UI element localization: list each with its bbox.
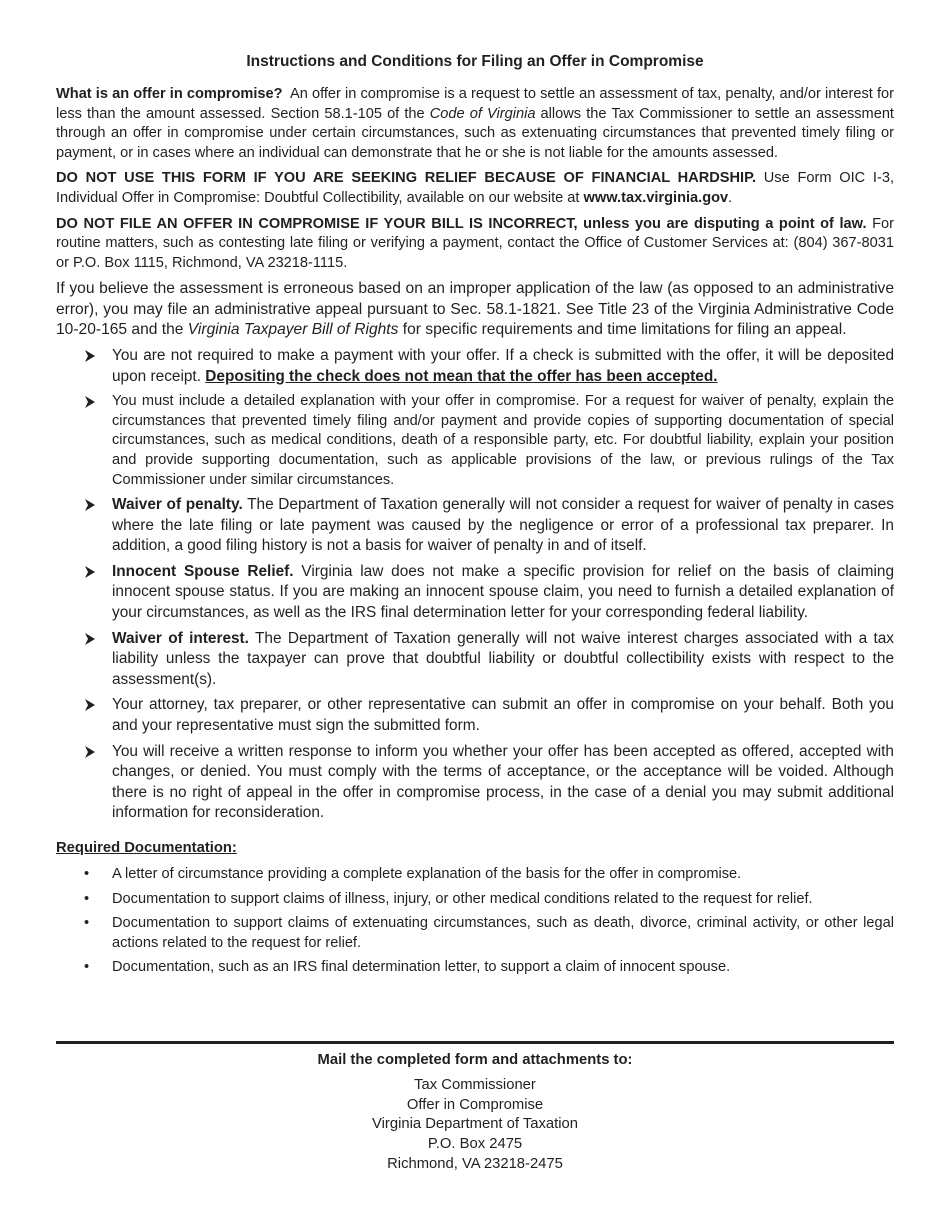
arrow-bullet-icon — [84, 350, 96, 362]
arrow-bullet-icon — [84, 396, 96, 408]
taxpayer-bill-of-rights: Virginia Taxpayer Bill of Rights — [187, 320, 399, 338]
list-item-explanation — [56, 392, 894, 490]
explanation-text: You must include a detailed explanation with your offer in compromise. For a request for waiver of penalty, explain the circumstances that prevented timely filing and/or payment and provide copies of supporting documentation of special circumstances, such as medical conditions, death of a responsible party, etc. For doubtful liability, explain your position and provide supporting documentation, such as applicable provisions of the law, or previous rulings of the Tax Commissioner under similar circumstances. — [112, 393, 894, 488]
hardship-warning: DO NOT USE THIS FORM IF YOU ARE SEEKING RELIEF BECAUSE OF FINANCIAL HARDSHIP. — [56, 170, 757, 187]
list-item — [56, 890, 894, 910]
arrow-bullet-icon — [84, 746, 96, 758]
response-text: You will receive a written response to inform you whether your offer has been accepted as offered, accepted with changes, or denied. You must comply with the terms of acceptance, or the acceptance will be voided. Although there is no right of appeal in the offer in compromise process, in the case of a denial you may submit additional information for reconsideration. — [112, 742, 894, 822]
incorrect-bill-paragraph — [56, 215, 894, 274]
intro-text-1: An offer in compromise is a request to settle an assessment of tax, penalty, and/or interest for less than the amount assessed. Section 58.1-105 of the — [56, 86, 895, 122]
incorrect-bill-text: For routine matters, such as contesting late filing or verifying a payment, contact the Office of Customer Services at: (804) 367-8031 or P.O. Box 1115, Richmond, VA 23218-1115. — [56, 215, 894, 271]
spouse-heading: Innocent Spouse Relief. — [112, 562, 294, 580]
penalty-heading: Waiver of penalty. — [112, 496, 243, 514]
website-link[interactable]: www.tax.virginia.gov — [583, 189, 729, 206]
arrow-bullet-icon — [84, 633, 96, 645]
list-item — [56, 865, 894, 885]
address-line: Tax Commissioner — [414, 1077, 536, 1093]
list-item-interest — [56, 629, 894, 691]
list-item-response — [56, 742, 894, 824]
address-line: Offer in Compromise — [406, 1096, 544, 1113]
required-item-text: A letter of circumstance providing a complete explanation of the basis for the offer in compromise. — [112, 866, 742, 883]
conditions-list — [56, 346, 894, 824]
interest-heading: Waiver of interest. — [112, 629, 249, 647]
required-item-text: Documentation, such as an IRS final determination letter, to support a claim of innocent spouse. — [112, 959, 731, 976]
bullet-icon: • — [84, 890, 90, 907]
bullet-icon: • — [84, 959, 90, 976]
payment-text: You are not required to make a payment with your offer. If a check is submitted with the offer, it will be deposited upon receipt. — [112, 346, 894, 385]
intro-text-2: allows the Tax Commissioner to settle an assessment through an offer in compromise under certain circumstances, such as extenuating circumstances that prevented timely filing or payment, or in cases where an individual can demonstrate that he or she is not liable for the amounts assessed. — [56, 105, 894, 161]
required-documentation-heading: Required Documentation: — [56, 840, 237, 857]
address-line: Richmond, VA 23218-2475 — [387, 1155, 563, 1172]
interest-text: The Department of Taxation generally will not waive interest charges associated with a tax liability unless the taxpayer can prove that doubtful liability or doubtful collectibility exists with respect to the assessment(s). — [112, 629, 894, 688]
incorrect-bill-warning: DO NOT FILE AN OFFER IN COMPROMISE IF YOUR BILL IS INCORRECT, unless you are disputing a point of law. — [56, 215, 867, 232]
appeal-text-1: If you believe the assessment is erroneous based on an improper application of the law (as opposed to an administrative error), you may file an administrative appeal pursuant to Sec. 58.1-1821. See Title 23 of the Virginia Administrative Code 10-20-165 and the — [56, 280, 894, 338]
appeal-text-2: for specific requirements and time limitations for filing an appeal. — [398, 320, 847, 338]
required-item-text: Documentation to support claims of illness, injury, or other medical conditions related to the request for relief. — [112, 890, 813, 907]
intro-paragraph — [56, 85, 894, 163]
list-item-spouse — [56, 562, 894, 624]
penalty-text: The Department of Taxation generally will not consider a request for waiver of penalty in cases where the late filing or late payment was caused by the negligence or error of a professional tax preparer. In addition, a good filing history is not a basis for waiver of penalty in and of itself. — [112, 496, 894, 555]
arrow-bullet-icon — [84, 699, 96, 711]
instructions-page — [56, 52, 894, 983]
list-item — [56, 914, 894, 953]
bullet-icon: • — [84, 915, 90, 932]
list-item-payment — [56, 346, 894, 387]
mail-heading: Mail the completed form and attachments to: — [317, 1052, 633, 1068]
required-documentation-list — [56, 865, 894, 978]
payment-notice: Depositing the check does not mean that the offer has been accepted. — [205, 367, 718, 385]
appeal-paragraph — [56, 279, 894, 340]
bullet-icon: • — [84, 866, 90, 883]
arrow-bullet-icon — [84, 566, 96, 578]
address-line: Virginia Department of Taxation — [372, 1116, 578, 1133]
required-item-text: Documentation to support claims of extenuating circumstances, such as death, divorce, criminal activity, or other legal actions related to the request for relief. — [112, 915, 894, 951]
spouse-text: Virginia law does not make a specific provision for relief on the basis of claiming innocent spouse status. If you are making an innocent spouse claim, you need to furnish a detailed explanation of your circumstances, as well as the IRS final determination letter for your corresponding federal liability. — [112, 562, 895, 622]
divider — [56, 1041, 894, 1044]
address-line: P.O. Box 2475 — [427, 1136, 523, 1153]
hardship-paragraph — [56, 169, 894, 208]
code-of-virginia: Code of Virginia — [429, 105, 536, 122]
arrow-bullet-icon — [84, 499, 96, 511]
representative-text: Your attorney, tax preparer, or other representative can submit an offer in compromise on your behalf. Both you and your representative must sign the submitted form. — [112, 696, 894, 735]
list-item — [56, 958, 894, 978]
mailing-address-block — [56, 1050, 894, 1175]
list-item-representative — [56, 695, 894, 736]
hardship-end: . — [728, 189, 733, 206]
hardship-text: Use Form OIC I-3, Individual Offer in Compromise: Doubtful Collectibility, available on our website at — [56, 170, 895, 206]
list-item-penalty — [56, 495, 894, 557]
intro-question: What is an offer in compromise? — [56, 86, 283, 102]
page-title: Instructions and Conditions for Filing an Offer in Compromise — [246, 53, 704, 70]
